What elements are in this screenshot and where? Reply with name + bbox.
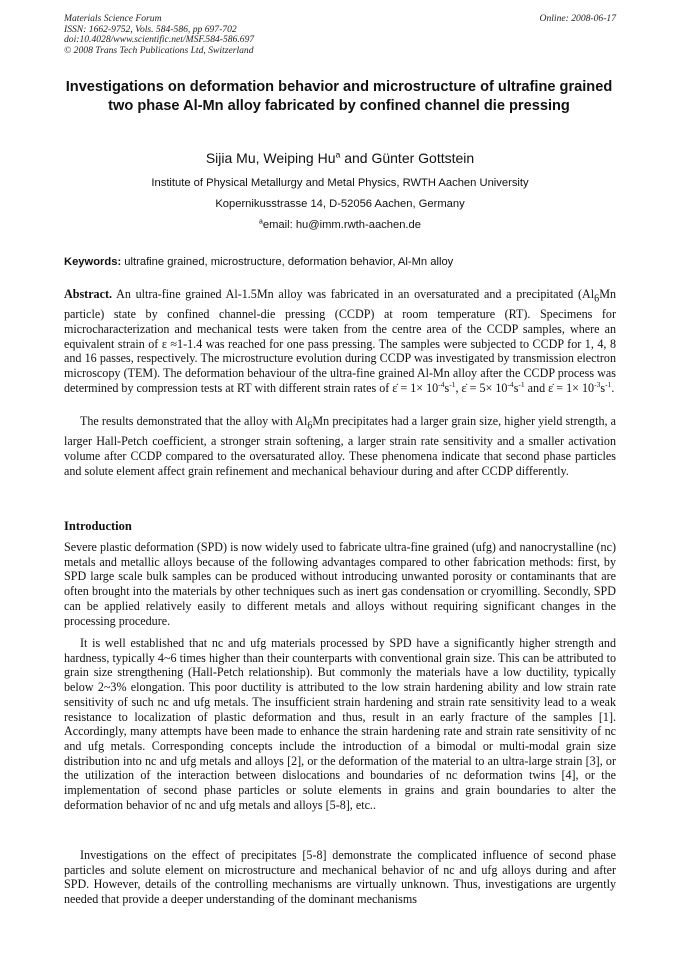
intro-paragraph-3: Investigations on the effect of precipitates [5-8] demonstrate the complicated influence of second phase particles and solute element on microstructure and mechanical behavior of nc and ufg alloys during and after SPD. However, details of the controlling mechanisms are virtually unknown. Thus, investigations are urgently needed that provide a deeper understanding of the dominant mechanisms: [64, 848, 616, 907]
keywords-text: ultrafine grained, microstructure, deformation behavior, Al-Mn alloy: [121, 256, 454, 268]
superscript: -1: [518, 379, 525, 389]
affiliation-email: [64, 219, 616, 231]
abstract-text: The results demonstrated that the alloy with Al: [80, 414, 308, 428]
affiliation-address: Kopernikusstrasse 14, D-52056 Aachen, Germany: [215, 198, 465, 210]
unit-text: s: [513, 380, 519, 395]
abstract-text: and ε̇ = 1× 10: [524, 380, 595, 395]
abstract-text: Mn precipitates had a larger grain size, higher yield strength, a larger Hall-Petch coefficient, a stronger strain softening, a larger strain rate sensitivity and a smaller activation volume after CCDP compared to the oversaturated alloy. These phenomena indicate that second phase particles and solute element affect grain refinement and mechanical behaviour during and after CCDP differently.: [64, 414, 617, 478]
email-superscript: a: [259, 218, 263, 226]
section-heading: Introduction: [64, 519, 132, 533]
keywords-label: Keywords:: [64, 256, 122, 268]
abstract-paragraph-2: [64, 414, 616, 478]
abstract-label: Abstract.: [64, 287, 113, 301]
subscript: 6: [307, 420, 313, 432]
author-superscript: a: [335, 149, 341, 160]
unit-text: s: [444, 380, 450, 395]
online-date: Online: 2008-06-17: [539, 13, 616, 24]
unit-text: s: [600, 380, 606, 395]
paper-title: Investigations on deformation behavior and microstructure of ultrafine grained two phase Al-Mn alloy fabricated by confined channel die pressing: [65, 79, 613, 114]
author-names-rest: and Günter Gottstein: [340, 150, 475, 166]
abstract-paragraph-1: [64, 287, 616, 395]
intro-paragraph-2: It is well established that nc and ufg materials processed by SPD have a significantly higher strength and hardness, typically 4~6 times higher than their counterparts with conventional grain size. This can be attributed to grain size strengthening (Hall-Petch relationship). But commonly the materials have a low ductility, typically below 2~3% elongation. This poor ductility is attributed to the low strain hardening ability and low strain rate sensitivity of such nc and ufg metals. The insufficient strain hardening and strain rate sensitivity lead to a weak resistance to localization of plastic deformation and thus, result in an early fracture of the samples [1]. Accordingly, many attempts have been made to enhance the strain hardening rate and strain rate sensitivity of nc and ufg metals. Corresponding concepts include the introduction of a bimodal or multi-modal grain size distribution into nc and ufg metals and alloys [2], or the deformation of the material to an ultra-large strain [3], or the utilization of the interaction between dislocations and boundaries of nc deformation twins [4], or the implementation of second phase particles or solute elements in grains and grain boundaries to alter the deformation behavior of nc and ufg metals and alloys [5-8], etc..: [64, 636, 616, 812]
copyright-line: © 2008 Trans Tech Publications Ltd, Switzerland: [64, 44, 254, 56]
doi-line: doi:10.4028/www.scientific.net/MSF.584-586.697: [64, 34, 255, 46]
journal-header: [64, 14, 616, 56]
abstract-text: Mn particle) state by confined channel-die pressing (CCDP) at room temperature (RT). Specimens for microcharacterization and mechanical tests were taken from the centre area of the CCDP samples, where an equivalent strain of ε ≈1-1.4 was reached for one pass pressing. The samples were subjected to CCDP for 1, 4, 8 and 16 passes, respectively. The microstructure evolution during CCDP was investigated by transmission electron microscopy (TEM). The deformation behaviour of the ultra-fine grained Al-Mn alloy after the CCDP process was determined by compression tests at RT with different strain rates of ε̇ = 1× 10: [64, 287, 616, 395]
author-list: [64, 150, 616, 166]
author-names: Sijia Mu, Weiping Hu: [205, 150, 336, 166]
keywords: [64, 256, 616, 268]
superscript: -4: [507, 379, 514, 389]
abstract-text: .: [611, 380, 615, 395]
issn-line: ISSN: 1662-9752, Vols. 584-586, pp 697-702: [64, 23, 237, 35]
superscript: -1: [449, 379, 456, 389]
journal-name: Materials Science Forum: [64, 13, 162, 24]
abstract-text: An ultra-fine grained Al-1.5Mn alloy was fabricated in an oversaturated and a precipitated (Al: [112, 287, 595, 301]
abstract-text: , ε̇ = 5× 10: [455, 380, 508, 395]
subscript: 6: [594, 293, 600, 305]
email-text: email: hu@imm.rwth-aachen.de: [262, 219, 421, 231]
affiliation-institute: Institute of Physical Metallurgy and Metal Physics, RWTH Aachen University: [151, 177, 529, 189]
superscript: -4: [438, 379, 445, 389]
intro-paragraph-1: Severe plastic deformation (SPD) is now widely used to fabricate ultra-fine grained (ufg) and nanocrystalline (nc) metals and metallic alloys because of the following advantages compared to other fabrication methods: first, by SPD large scale bulk samples can be produced without introducing unwanted porosity or contaminants that are often brought into the materials by other techniques such as inert gas condensation or cryomilling. Secondly, SPD can be applied relatively easily to different metals and alloys without requiring significant changes in the processing procedure.: [64, 540, 616, 628]
superscript: -3: [594, 379, 601, 389]
superscript: -1: [605, 379, 612, 389]
